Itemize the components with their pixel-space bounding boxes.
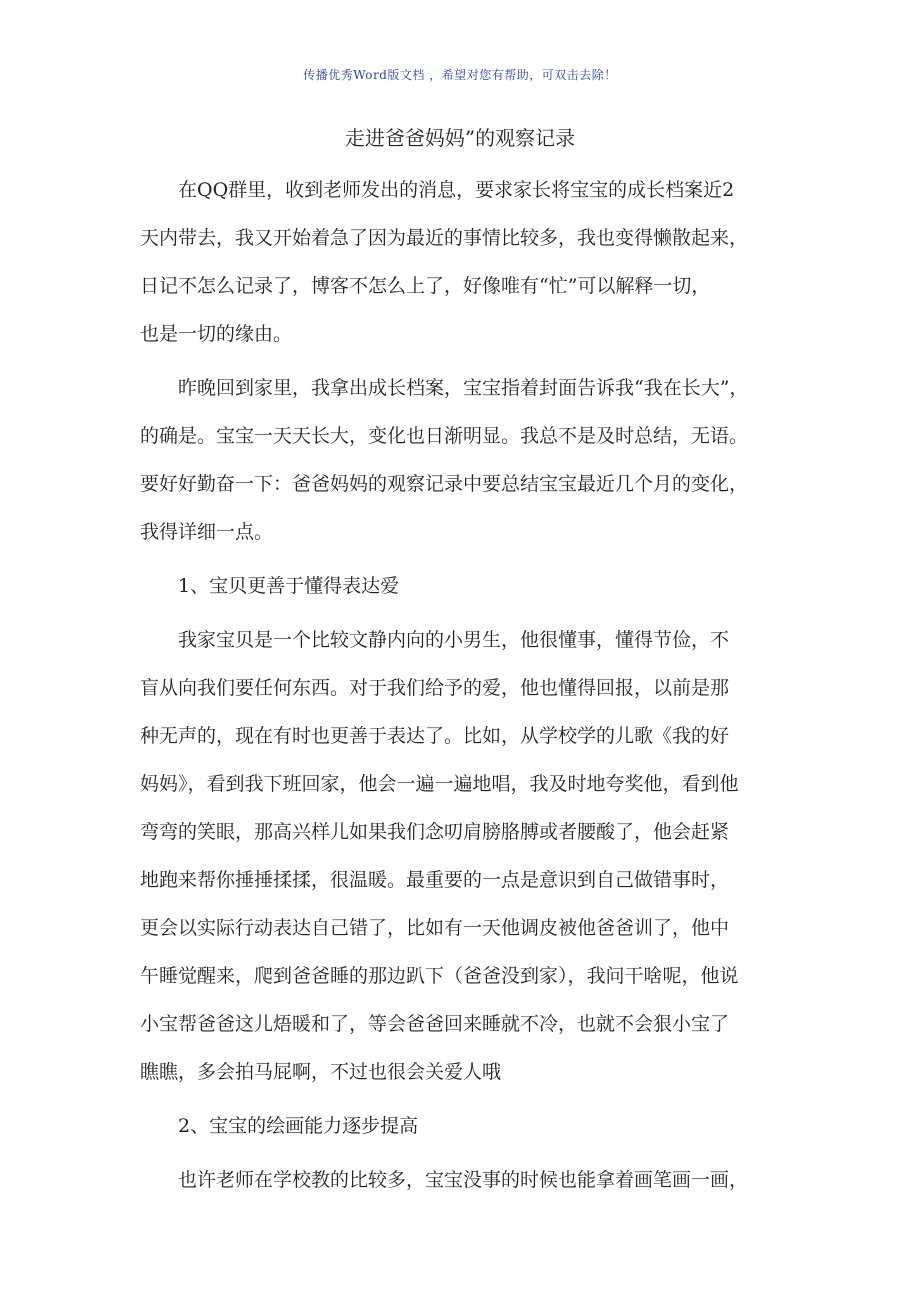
header-note: 传播优秀Word版文档 ，希望对您有帮助，可双击去除！ xyxy=(303,68,617,82)
section-heading-1 xyxy=(140,562,780,610)
text-line: 也是一切的缘由。 xyxy=(140,323,293,345)
text-line: 妈妈》，看到我下班回家，他会一遍一遍地唱，我及时地夸奖他，看到他 xyxy=(140,773,739,795)
text-line: 更会以实际行动表达自己错了，比如有一天他调皮被他爸爸训了，他中 xyxy=(140,917,730,939)
text-line: 弯弯的笑眼，那高兴样儿如果我们念叨肩膀胳膊或者腰酸了，他会赶紧 xyxy=(140,821,730,843)
paragraph-1 xyxy=(140,166,780,358)
text-line: 瞧瞧，多会拍马屁啊，不过也很会关爱人哦 xyxy=(140,1061,502,1083)
text-line: 也许老师在学校教的比较多，宝宝没事的时候也能拿着画笔画一画， xyxy=(178,1169,749,1191)
text-line: 盲从向我们要任何东西。对于我们给予的爱，他也懂得回报，以前是那 xyxy=(140,677,730,699)
text-line: 天内带去，我又开始着急了因为最近的事情比较多，我也变得懒散起来， xyxy=(140,227,749,249)
section-heading-2 xyxy=(140,1102,780,1150)
paragraph-4 xyxy=(140,1156,780,1204)
paragraph-3 xyxy=(140,616,780,1096)
text-line: 在QQ群里，收到老师发出的消息，要求家长将宝宝的成长档案近2 xyxy=(178,179,735,201)
text-line: 我家宝贝是一个比较文静内向的小男生，他很懂事，懂得节俭，不 xyxy=(178,629,730,651)
text-line: 要好好勤奋一下：爸爸妈妈的观察记录中要总结宝宝最近几个月的变化， xyxy=(140,473,749,495)
text-line: 昨晚回到家里，我拿出成长档案，宝宝指着封面告诉我“我在长大”， xyxy=(178,377,749,399)
text-line: 的确是。宝宝一天天长大，变化也日渐明显。我总不是及时总结，无语。 xyxy=(140,425,749,447)
document-body xyxy=(140,166,780,1204)
section-heading-text: 1、宝贝更善于懂得表达爱 xyxy=(178,575,400,597)
document-title: 走进爸爸妈妈”的观察记录 xyxy=(344,126,576,150)
text-line: 日记不怎么记录了，博客不怎么上了，好像唯有“忙”可以解释一切， xyxy=(140,275,711,297)
text-line: 种无声的，现在有时也更善于表达了。比如，从学校学的儿歌《我的好 xyxy=(140,725,730,747)
text-line: 午睡觉醒来，爬到爸爸睡的那边趴下（爸爸没到家），我问干啥呢，他说 xyxy=(140,965,739,987)
section-heading-text: 2、宝宝的绘画能力逐步提高 xyxy=(178,1115,419,1137)
paragraph-2 xyxy=(140,364,780,556)
text-line: 地跑来帮你捶捶揉揉，很温暖。最重要的一点是意识到自己做错事时， xyxy=(140,869,730,891)
text-line: 我得详细一点。 xyxy=(140,521,274,543)
text-line: 小宝帮爸爸这儿焐暖和了，等会爸爸回来睡就不冷，也就不会狠小宝了 xyxy=(140,1013,730,1035)
